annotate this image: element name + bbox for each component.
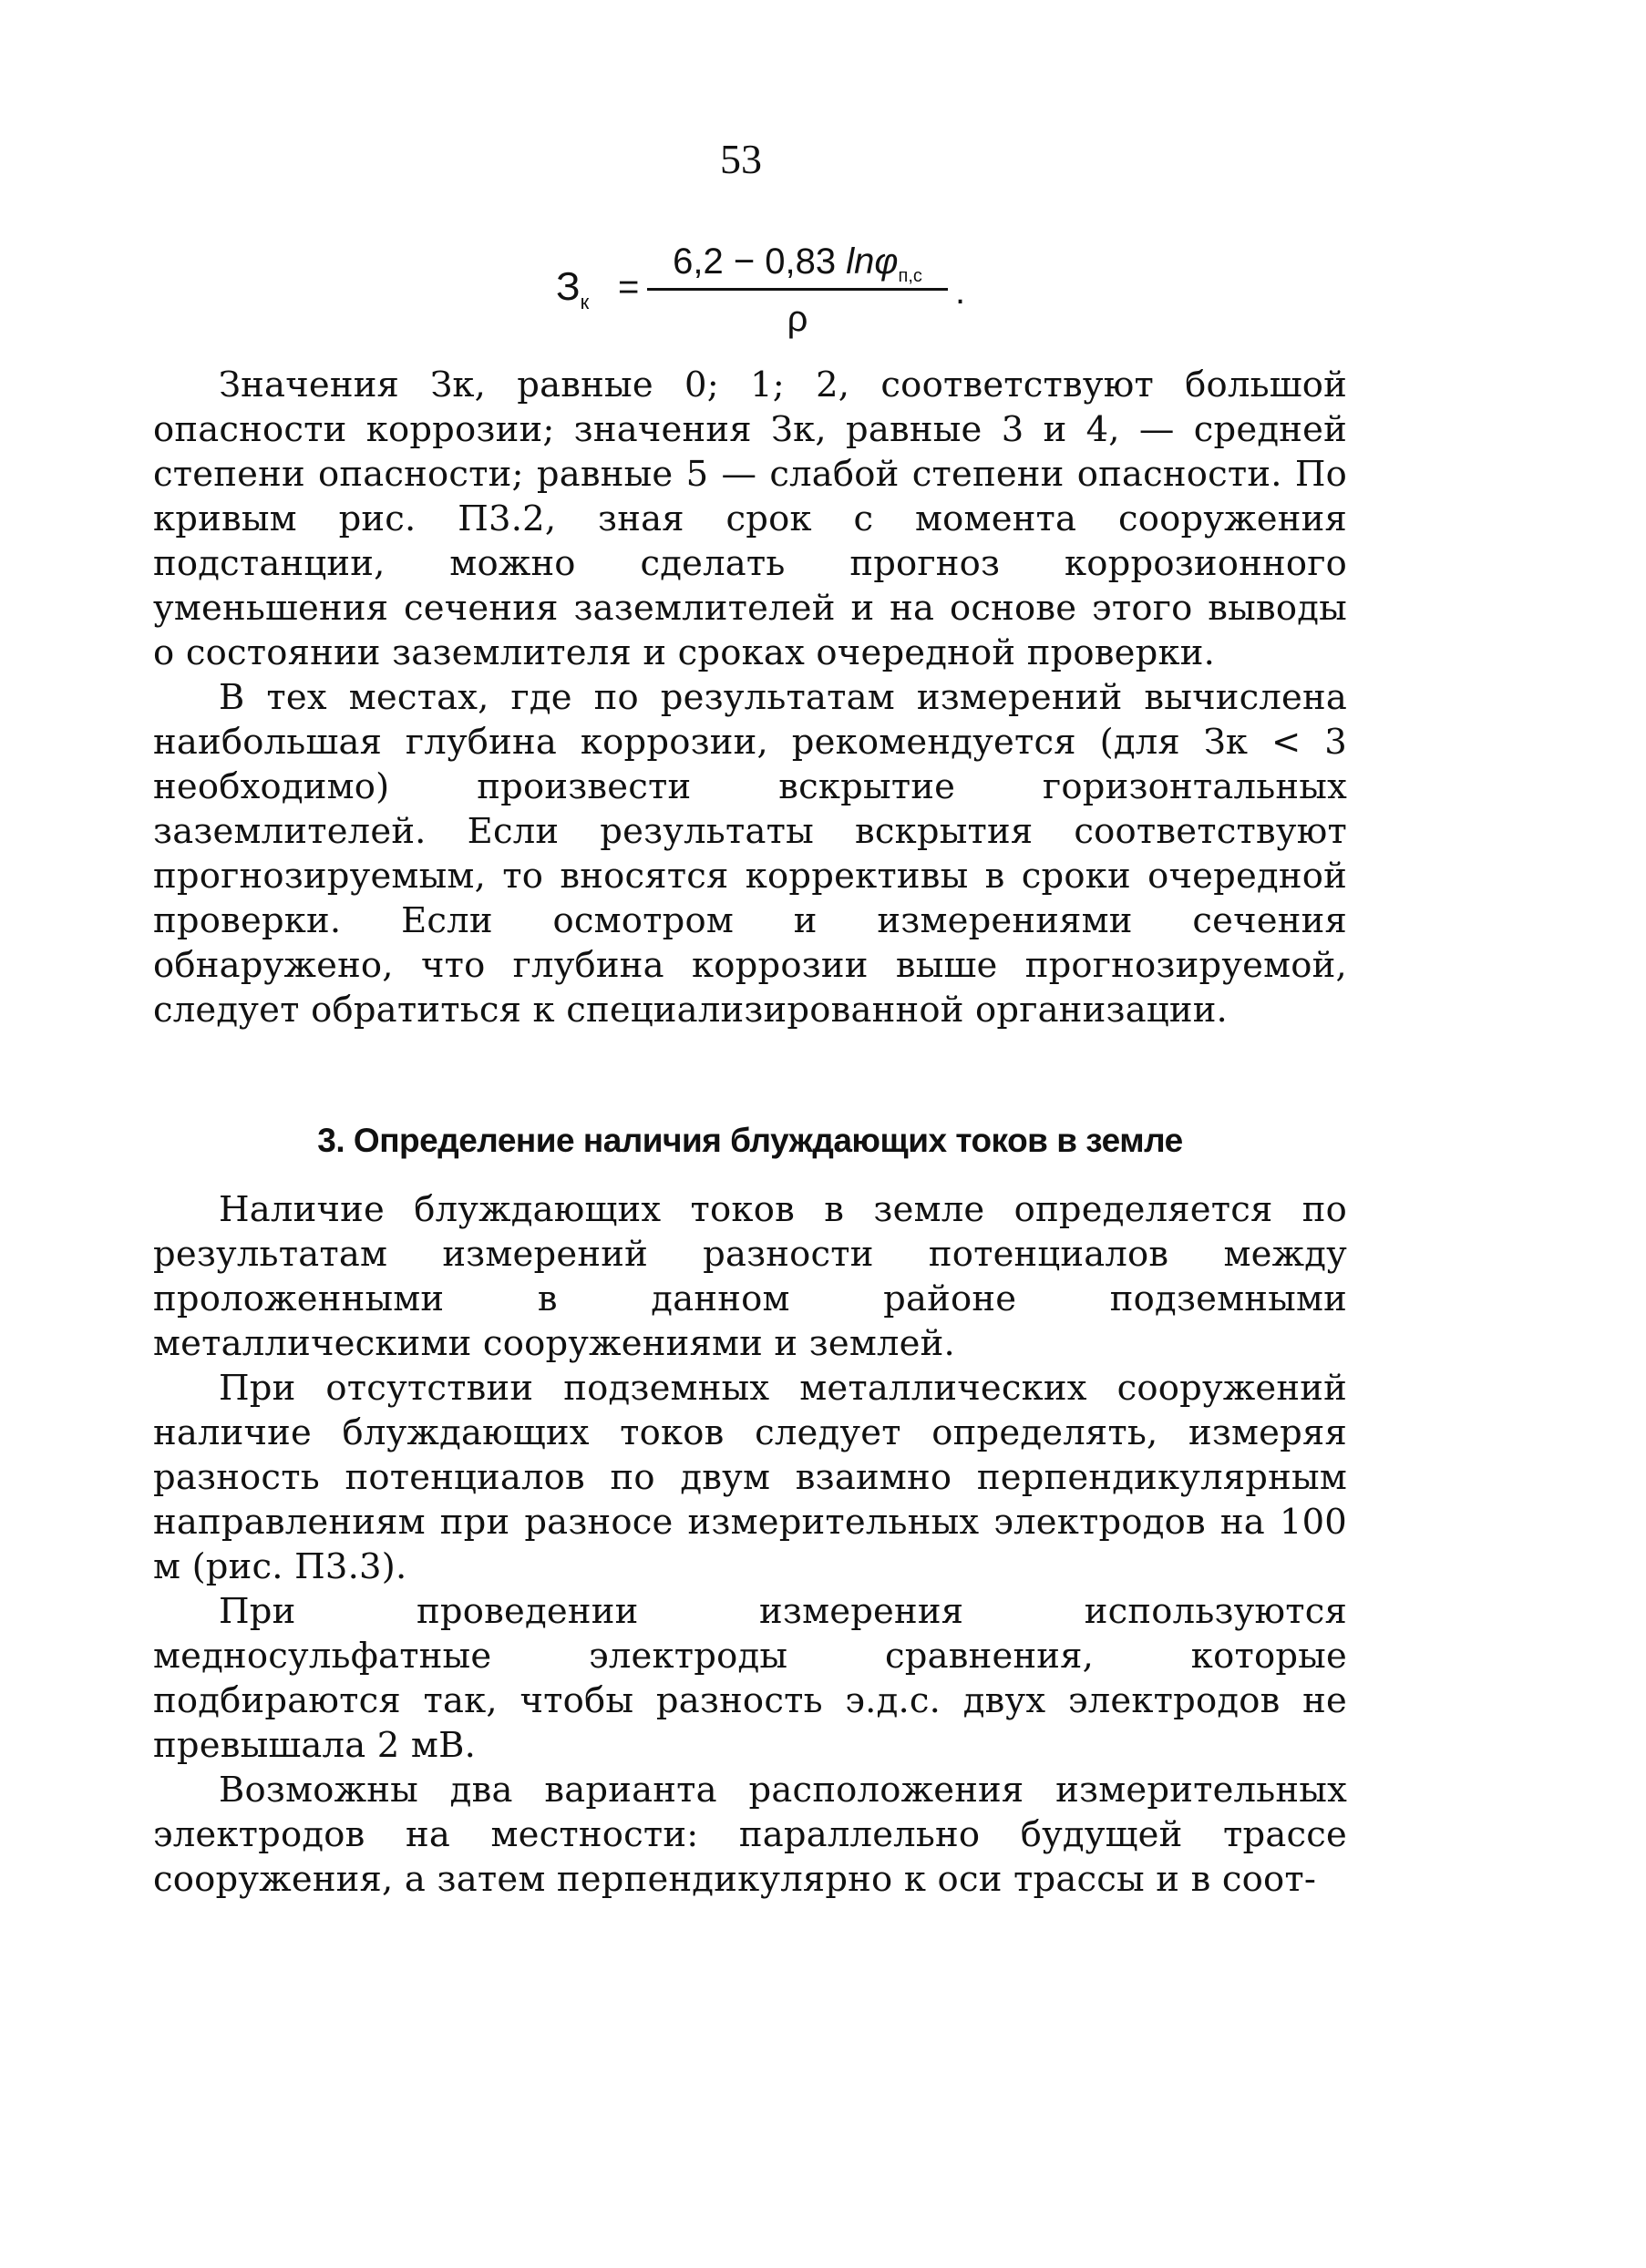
formula-equals-sign: =: [618, 267, 640, 307]
formula-numerator-subscript: п,с: [898, 266, 922, 286]
body-text-after-heading: [153, 1187, 1347, 1902]
formula-lhs-subscript: к: [580, 290, 590, 313]
paragraph: Возможны два варианта расположения измерительных электродов на местности: параллельно будущей трассе сооружения, а затем перпендикулярно к оси трассы и в соот-: [153, 1770, 1347, 1900]
formula-trailing-period: .: [955, 272, 966, 312]
body-text-before-heading: [153, 363, 1347, 1032]
corrosion-formula: [547, 237, 966, 364]
paragraph: В тех местах, где по результатам измерений вычислена наибольшая глубина коррозии, рекомендуется (для Зк < 3 необходимо) произвести вскрытие горизонтальных заземлителей. Если результаты вскрытия соответствуют прогнозируемым, то вносятся коррективы в сроки очередной проверки. Если осмотром и измерениями сечения обнаружено, что глубина коррозии выше прогнозируемой, следует обратиться к специализированной организации.: [153, 677, 1347, 1031]
paragraph: При отсутствии подземных металлических сооружений наличие блуждающих токов следует определять, измеряя разность потенциалов по двум взаимно перпендикулярным направлениям при разносе измерительных электродов на 100 м (рис. П3.3).: [153, 1368, 1347, 1587]
page-number: 53: [720, 136, 762, 182]
section-heading: 3. Определение наличия блуждающих токов в земле: [317, 1122, 1183, 1159]
paragraph: При проведении измерения используются медносульфатные электроды сравнения, которые подбираются так, чтобы разность э.д.с. двух электродов не превышала 2 мВ.: [153, 1591, 1347, 1766]
paragraph: Наличие блуждающих токов в земле определяется по результатам измерений разности потенциалов между проложенными в данном районе подземными металлическими сооружениями и землей.: [153, 1189, 1347, 1364]
formula-denominator: ρ: [787, 299, 808, 339]
formula-fraction-bar: [647, 288, 948, 291]
paragraph: Значения Зк, равные 0; 1; 2, соответствуют большой опасности коррозии; значения Зк, равные 3 и 4, — средней степени опасности; равные 5 — слабой степени опасности. По кривым рис. П3.2, зная срок с момента сооружения подстанции, можно сделать прогноз коррозионного уменьшения сечения заземлителей и на основе этого выводы о состоянии заземлителя и сроках очередной проверки.: [153, 364, 1347, 673]
formula-lhs: [556, 264, 589, 325]
formula-numerator-main: 6,2 − 0,83: [673, 241, 847, 282]
formula-lhs-symbol: З: [556, 264, 581, 309]
formula-numerator-func: lnφ: [846, 241, 899, 282]
